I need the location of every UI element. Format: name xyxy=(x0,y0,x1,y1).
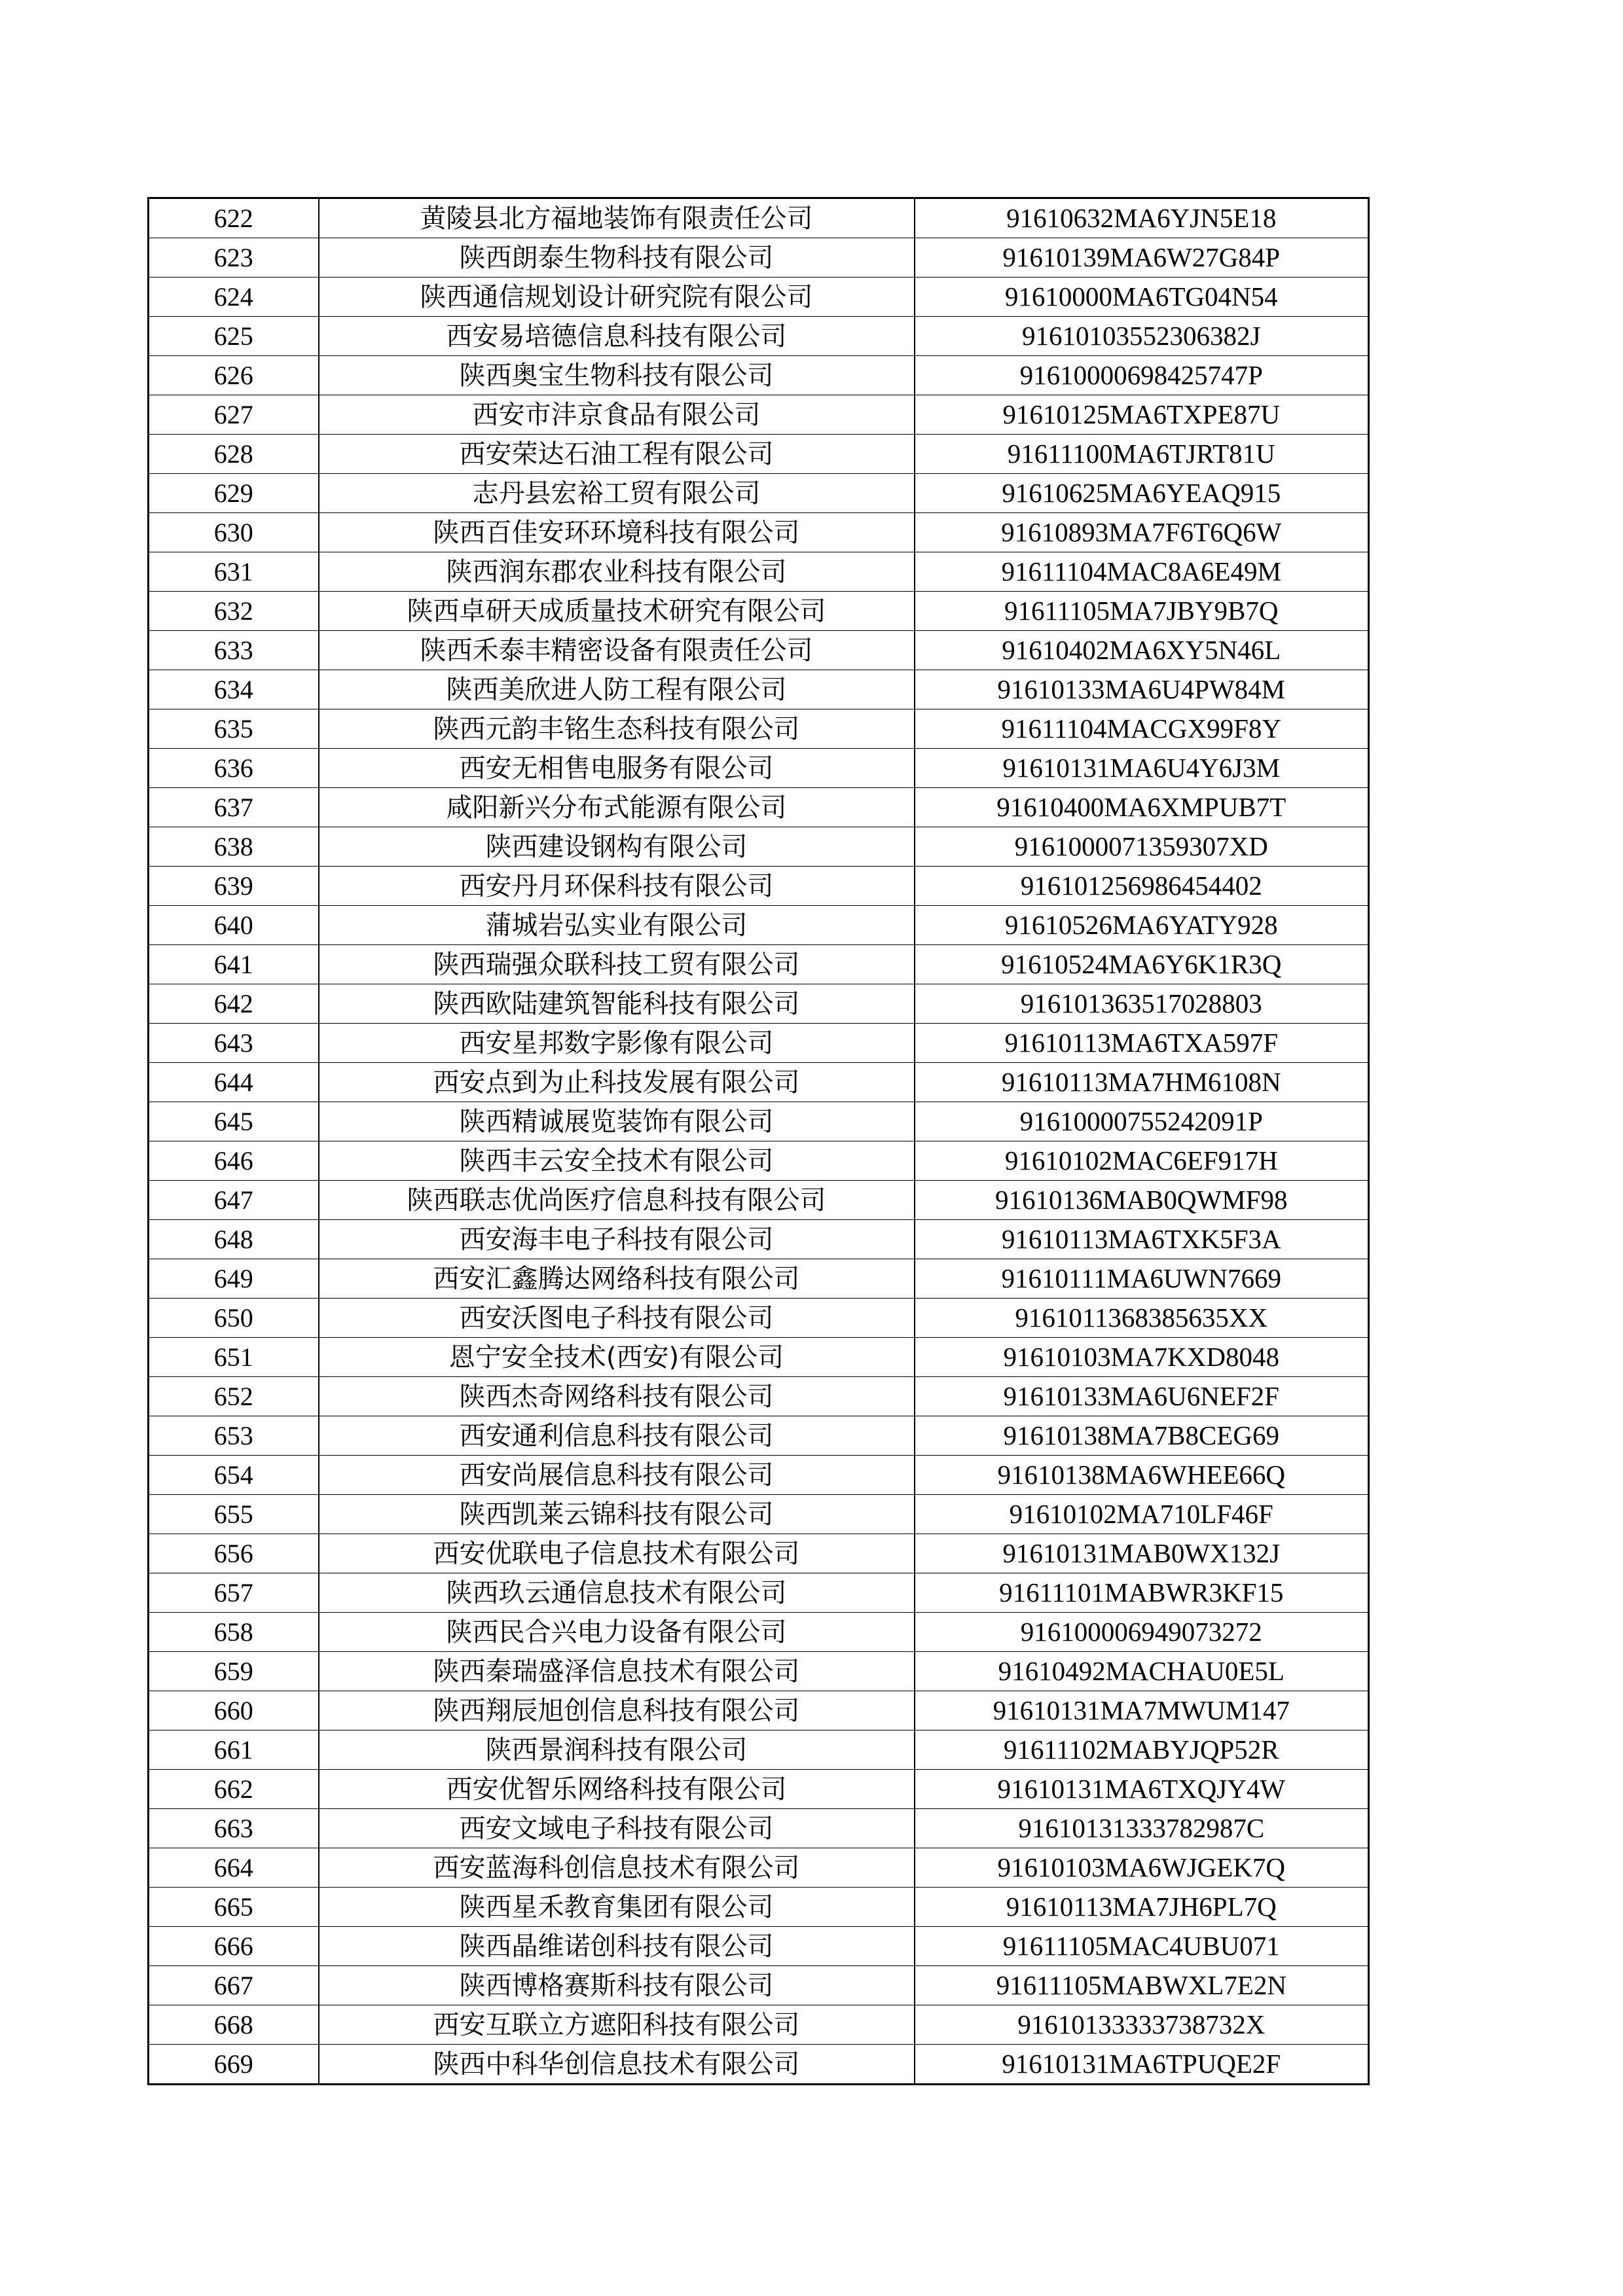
table-row xyxy=(149,1966,1369,2005)
row-number-cell: 634 xyxy=(149,670,319,709)
table-row xyxy=(149,1770,1369,1809)
company-name-cell: 西安海丰电子科技有限公司 xyxy=(319,1220,915,1259)
company-name-cell: 陕西卓研天成质量技术研究有限公司 xyxy=(319,592,915,631)
credit-code-cell: 91610402MA6XY5N46L xyxy=(915,631,1369,670)
credit-code-cell: 91610131MA6U4Y6J3M xyxy=(915,749,1369,788)
table-row xyxy=(149,238,1369,278)
row-number-cell: 625 xyxy=(149,317,319,356)
table-row xyxy=(149,1691,1369,1731)
credit-code-cell: 91611101MABWR3KF15 xyxy=(915,1573,1369,1613)
company-name-cell: 陕西晶维诺创科技有限公司 xyxy=(319,1927,915,1966)
table-row xyxy=(149,1220,1369,1259)
row-number-cell: 654 xyxy=(149,1456,319,1495)
table-row xyxy=(149,1495,1369,1534)
credit-code-cell: 91610131333782987C xyxy=(915,1809,1369,1848)
table-row xyxy=(149,592,1369,631)
row-number-cell: 643 xyxy=(149,1024,319,1063)
company-name-cell: 陕西欧陆建筑智能科技有限公司 xyxy=(319,984,915,1024)
company-name-cell: 志丹县宏裕工贸有限公司 xyxy=(319,474,915,513)
table-row xyxy=(149,906,1369,945)
credit-code-cell: 91610133MA6U6NEF2F xyxy=(915,1377,1369,1416)
company-name-cell: 陕西奥宝生物科技有限公司 xyxy=(319,356,915,395)
credit-code-cell: 916100006949073272 xyxy=(915,1613,1369,1652)
table-row xyxy=(149,1141,1369,1181)
credit-code-cell: 91611102MABYJQP52R xyxy=(915,1731,1369,1770)
row-number-cell: 645 xyxy=(149,1102,319,1141)
company-name-cell: 陕西景润科技有限公司 xyxy=(319,1731,915,1770)
registry-table-body xyxy=(149,198,1369,2085)
credit-code-cell: 91610113MA7JH6PL7Q xyxy=(915,1888,1369,1927)
table-row xyxy=(149,356,1369,395)
company-name-cell: 陕西美欣进人防工程有限公司 xyxy=(319,670,915,709)
company-name-cell: 西安汇鑫腾达网络科技有限公司 xyxy=(319,1259,915,1299)
company-name-cell: 恩宁安全技术(西安)有限公司 xyxy=(319,1338,915,1377)
credit-code-cell: 916101256986454402 xyxy=(915,867,1369,906)
row-number-cell: 630 xyxy=(149,513,319,552)
credit-code-cell: 91610133333738732X xyxy=(915,2005,1369,2045)
table-row xyxy=(149,2045,1369,2085)
table-row xyxy=(149,1573,1369,1613)
table-row xyxy=(149,1731,1369,1770)
row-number-cell: 663 xyxy=(149,1809,319,1848)
company-name-cell: 陕西通信规划设计研究院有限公司 xyxy=(319,278,915,317)
credit-code-cell: 91610102MA710LF46F xyxy=(915,1495,1369,1534)
credit-code-cell: 91610131MA6TPUQE2F xyxy=(915,2045,1369,2085)
table-row xyxy=(149,1377,1369,1416)
company-registry-table xyxy=(147,197,1370,2085)
credit-code-cell: 91610103MA6WJGEK7Q xyxy=(915,1848,1369,1888)
credit-code-cell: 91611105MAC4UBU071 xyxy=(915,1927,1369,1966)
row-number-cell: 647 xyxy=(149,1181,319,1220)
table-row xyxy=(149,1613,1369,1652)
credit-code-cell: 9161011368385635XX xyxy=(915,1299,1369,1338)
table-row xyxy=(149,1809,1369,1848)
row-number-cell: 632 xyxy=(149,592,319,631)
company-name-cell: 西安沃图电子科技有限公司 xyxy=(319,1299,915,1338)
row-number-cell: 644 xyxy=(149,1063,319,1102)
company-name-cell: 西安优联电子信息技术有限公司 xyxy=(319,1534,915,1573)
row-number-cell: 652 xyxy=(149,1377,319,1416)
credit-code-cell: 91610000698425747P xyxy=(915,356,1369,395)
company-name-cell: 陕西玖云通信息技术有限公司 xyxy=(319,1573,915,1613)
credit-code-cell: 91610625MA6YEAQ915 xyxy=(915,474,1369,513)
row-number-cell: 661 xyxy=(149,1731,319,1770)
row-number-cell: 667 xyxy=(149,1966,319,2005)
table-row xyxy=(149,709,1369,749)
company-name-cell: 蒲城岩弘实业有限公司 xyxy=(319,906,915,945)
row-number-cell: 628 xyxy=(149,435,319,474)
company-name-cell: 陕西朗泰生物科技有限公司 xyxy=(319,238,915,278)
table-row xyxy=(149,1534,1369,1573)
row-number-cell: 622 xyxy=(149,198,319,238)
company-name-cell: 陕西润东郡农业科技有限公司 xyxy=(319,552,915,592)
row-number-cell: 635 xyxy=(149,709,319,749)
credit-code-cell: 91610136MAB0QWMF98 xyxy=(915,1181,1369,1220)
table-row xyxy=(149,278,1369,317)
company-name-cell: 西安市沣京食品有限公司 xyxy=(319,395,915,435)
row-number-cell: 656 xyxy=(149,1534,319,1573)
credit-code-cell: 916101363517028803 xyxy=(915,984,1369,1024)
table-row xyxy=(149,984,1369,1024)
company-name-cell: 陕西杰奇网络科技有限公司 xyxy=(319,1377,915,1416)
row-number-cell: 640 xyxy=(149,906,319,945)
company-name-cell: 陕西中科华创信息技术有限公司 xyxy=(319,2045,915,2085)
company-name-cell: 陕西百佳安环环境科技有限公司 xyxy=(319,513,915,552)
credit-code-cell: 91610524MA6Y6K1R3Q xyxy=(915,945,1369,984)
company-name-cell: 陕西建设钢构有限公司 xyxy=(319,827,915,867)
table-row xyxy=(149,1063,1369,1102)
company-name-cell: 西安尚展信息科技有限公司 xyxy=(319,1456,915,1495)
row-number-cell: 624 xyxy=(149,278,319,317)
table-row xyxy=(149,1927,1369,1966)
table-row xyxy=(149,1456,1369,1495)
row-number-cell: 623 xyxy=(149,238,319,278)
company-name-cell: 西安星邦数字影像有限公司 xyxy=(319,1024,915,1063)
table-row xyxy=(149,198,1369,238)
company-name-cell: 黄陵县北方福地装饰有限责任公司 xyxy=(319,198,915,238)
row-number-cell: 658 xyxy=(149,1613,319,1652)
credit-code-cell: 91610111MA6UWN7669 xyxy=(915,1259,1369,1299)
table-row xyxy=(149,1181,1369,1220)
row-number-cell: 636 xyxy=(149,749,319,788)
credit-code-cell: 91610103MA7KXD8048 xyxy=(915,1338,1369,1377)
row-number-cell: 648 xyxy=(149,1220,319,1259)
row-number-cell: 639 xyxy=(149,867,319,906)
row-number-cell: 646 xyxy=(149,1141,319,1181)
credit-code-cell: 91610492MACHAU0E5L xyxy=(915,1652,1369,1691)
table-row xyxy=(149,513,1369,552)
table-row xyxy=(149,945,1369,984)
company-name-cell: 西安优智乐网络科技有限公司 xyxy=(319,1770,915,1809)
row-number-cell: 657 xyxy=(149,1573,319,1613)
credit-code-cell: 91610131MA6TXQJY4W xyxy=(915,1770,1369,1809)
table-row xyxy=(149,1416,1369,1456)
company-name-cell: 陕西博格赛斯科技有限公司 xyxy=(319,1966,915,2005)
table-row xyxy=(149,2005,1369,2045)
table-row xyxy=(149,867,1369,906)
company-name-cell: 咸阳新兴分布式能源有限公司 xyxy=(319,788,915,827)
company-name-cell: 陕西民合兴电力设备有限公司 xyxy=(319,1613,915,1652)
table-row xyxy=(149,1024,1369,1063)
row-number-cell: 633 xyxy=(149,631,319,670)
table-row xyxy=(149,670,1369,709)
credit-code-cell: 91610133MA6U4PW84M xyxy=(915,670,1369,709)
credit-code-cell: 91610000MA6TG04N54 xyxy=(915,278,1369,317)
table-row xyxy=(149,395,1369,435)
credit-code-cell: 9161000071359307XD xyxy=(915,827,1369,867)
table-row xyxy=(149,788,1369,827)
row-number-cell: 649 xyxy=(149,1259,319,1299)
company-name-cell: 陕西禾泰丰精密设备有限责任公司 xyxy=(319,631,915,670)
credit-code-cell: 91610400MA6XMPUB7T xyxy=(915,788,1369,827)
row-number-cell: 637 xyxy=(149,788,319,827)
credit-code-cell: 91610113MA7HM6108N xyxy=(915,1063,1369,1102)
credit-code-cell: 91610102MAC6EF917H xyxy=(915,1141,1369,1181)
credit-code-cell: 91611104MAC8A6E49M xyxy=(915,552,1369,592)
table-row xyxy=(149,1888,1369,1927)
credit-code-cell: 91611105MA7JBY9B7Q xyxy=(915,592,1369,631)
company-name-cell: 陕西联志优尚医疗信息科技有限公司 xyxy=(319,1181,915,1220)
credit-code-cell: 91610000755242091P xyxy=(915,1102,1369,1141)
row-number-cell: 626 xyxy=(149,356,319,395)
row-number-cell: 669 xyxy=(149,2045,319,2085)
credit-code-cell: 91610131MA7MWUM147 xyxy=(915,1691,1369,1731)
row-number-cell: 653 xyxy=(149,1416,319,1456)
credit-code-cell: 91610526MA6YATY928 xyxy=(915,906,1369,945)
credit-code-cell: 91610138MA7B8CEG69 xyxy=(915,1416,1369,1456)
table-row xyxy=(149,1259,1369,1299)
company-name-cell: 陕西瑞强众联科技工贸有限公司 xyxy=(319,945,915,984)
row-number-cell: 665 xyxy=(149,1888,319,1927)
row-number-cell: 662 xyxy=(149,1770,319,1809)
row-number-cell: 664 xyxy=(149,1848,319,1888)
row-number-cell: 627 xyxy=(149,395,319,435)
credit-code-cell: 91610113MA6TXA597F xyxy=(915,1024,1369,1063)
company-name-cell: 陕西丰云安全技术有限公司 xyxy=(319,1141,915,1181)
company-name-cell: 陕西凯莱云锦科技有限公司 xyxy=(319,1495,915,1534)
company-name-cell: 西安易培德信息科技有限公司 xyxy=(319,317,915,356)
table-row xyxy=(149,1848,1369,1888)
row-number-cell: 659 xyxy=(149,1652,319,1691)
table-row xyxy=(149,1338,1369,1377)
row-number-cell: 650 xyxy=(149,1299,319,1338)
table-row xyxy=(149,474,1369,513)
company-name-cell: 西安通利信息科技有限公司 xyxy=(319,1416,915,1456)
company-name-cell: 陕西翔辰旭创信息科技有限公司 xyxy=(319,1691,915,1731)
company-name-cell: 陕西星禾教育集团有限公司 xyxy=(319,1888,915,1927)
row-number-cell: 651 xyxy=(149,1338,319,1377)
table-row xyxy=(149,552,1369,592)
company-name-cell: 西安互联立方遮阳科技有限公司 xyxy=(319,2005,915,2045)
table-row xyxy=(149,827,1369,867)
credit-code-cell: 91610103552306382J xyxy=(915,317,1369,356)
credit-code-cell: 91610113MA6TXK5F3A xyxy=(915,1220,1369,1259)
credit-code-cell: 91610131MAB0WX132J xyxy=(915,1534,1369,1573)
table-row xyxy=(149,749,1369,788)
company-name-cell: 陕西秦瑞盛泽信息技术有限公司 xyxy=(319,1652,915,1691)
company-name-cell: 陕西元韵丰铭生态科技有限公司 xyxy=(319,709,915,749)
row-number-cell: 655 xyxy=(149,1495,319,1534)
credit-code-cell: 91610893MA7F6T6Q6W xyxy=(915,513,1369,552)
row-number-cell: 638 xyxy=(149,827,319,867)
credit-code-cell: 91610139MA6W27G84P xyxy=(915,238,1369,278)
credit-code-cell: 91611105MABWXL7E2N xyxy=(915,1966,1369,2005)
row-number-cell: 641 xyxy=(149,945,319,984)
company-name-cell: 西安点到为止科技发展有限公司 xyxy=(319,1063,915,1102)
company-name-cell: 西安文域电子科技有限公司 xyxy=(319,1809,915,1848)
company-name-cell: 西安荣达石油工程有限公司 xyxy=(319,435,915,474)
table-row xyxy=(149,317,1369,356)
company-name-cell: 陕西精诚展览装饰有限公司 xyxy=(319,1102,915,1141)
row-number-cell: 660 xyxy=(149,1691,319,1731)
row-number-cell: 642 xyxy=(149,984,319,1024)
table-row xyxy=(149,435,1369,474)
credit-code-cell: 91610125MA6TXPE87U xyxy=(915,395,1369,435)
company-name-cell: 西安蓝海科创信息技术有限公司 xyxy=(319,1848,915,1888)
company-name-cell: 西安丹月环保科技有限公司 xyxy=(319,867,915,906)
row-number-cell: 631 xyxy=(149,552,319,592)
table-row xyxy=(149,631,1369,670)
credit-code-cell: 91610138MA6WHEE66Q xyxy=(915,1456,1369,1495)
table-row xyxy=(149,1652,1369,1691)
credit-code-cell: 91611100MA6TJRT81U xyxy=(915,435,1369,474)
table-row xyxy=(149,1299,1369,1338)
company-name-cell: 西安无相售电服务有限公司 xyxy=(319,749,915,788)
credit-code-cell: 91611104MACGX99F8Y xyxy=(915,709,1369,749)
credit-code-cell: 91610632MA6YJN5E18 xyxy=(915,198,1369,238)
row-number-cell: 629 xyxy=(149,474,319,513)
row-number-cell: 668 xyxy=(149,2005,319,2045)
row-number-cell: 666 xyxy=(149,1927,319,1966)
table-row xyxy=(149,1102,1369,1141)
